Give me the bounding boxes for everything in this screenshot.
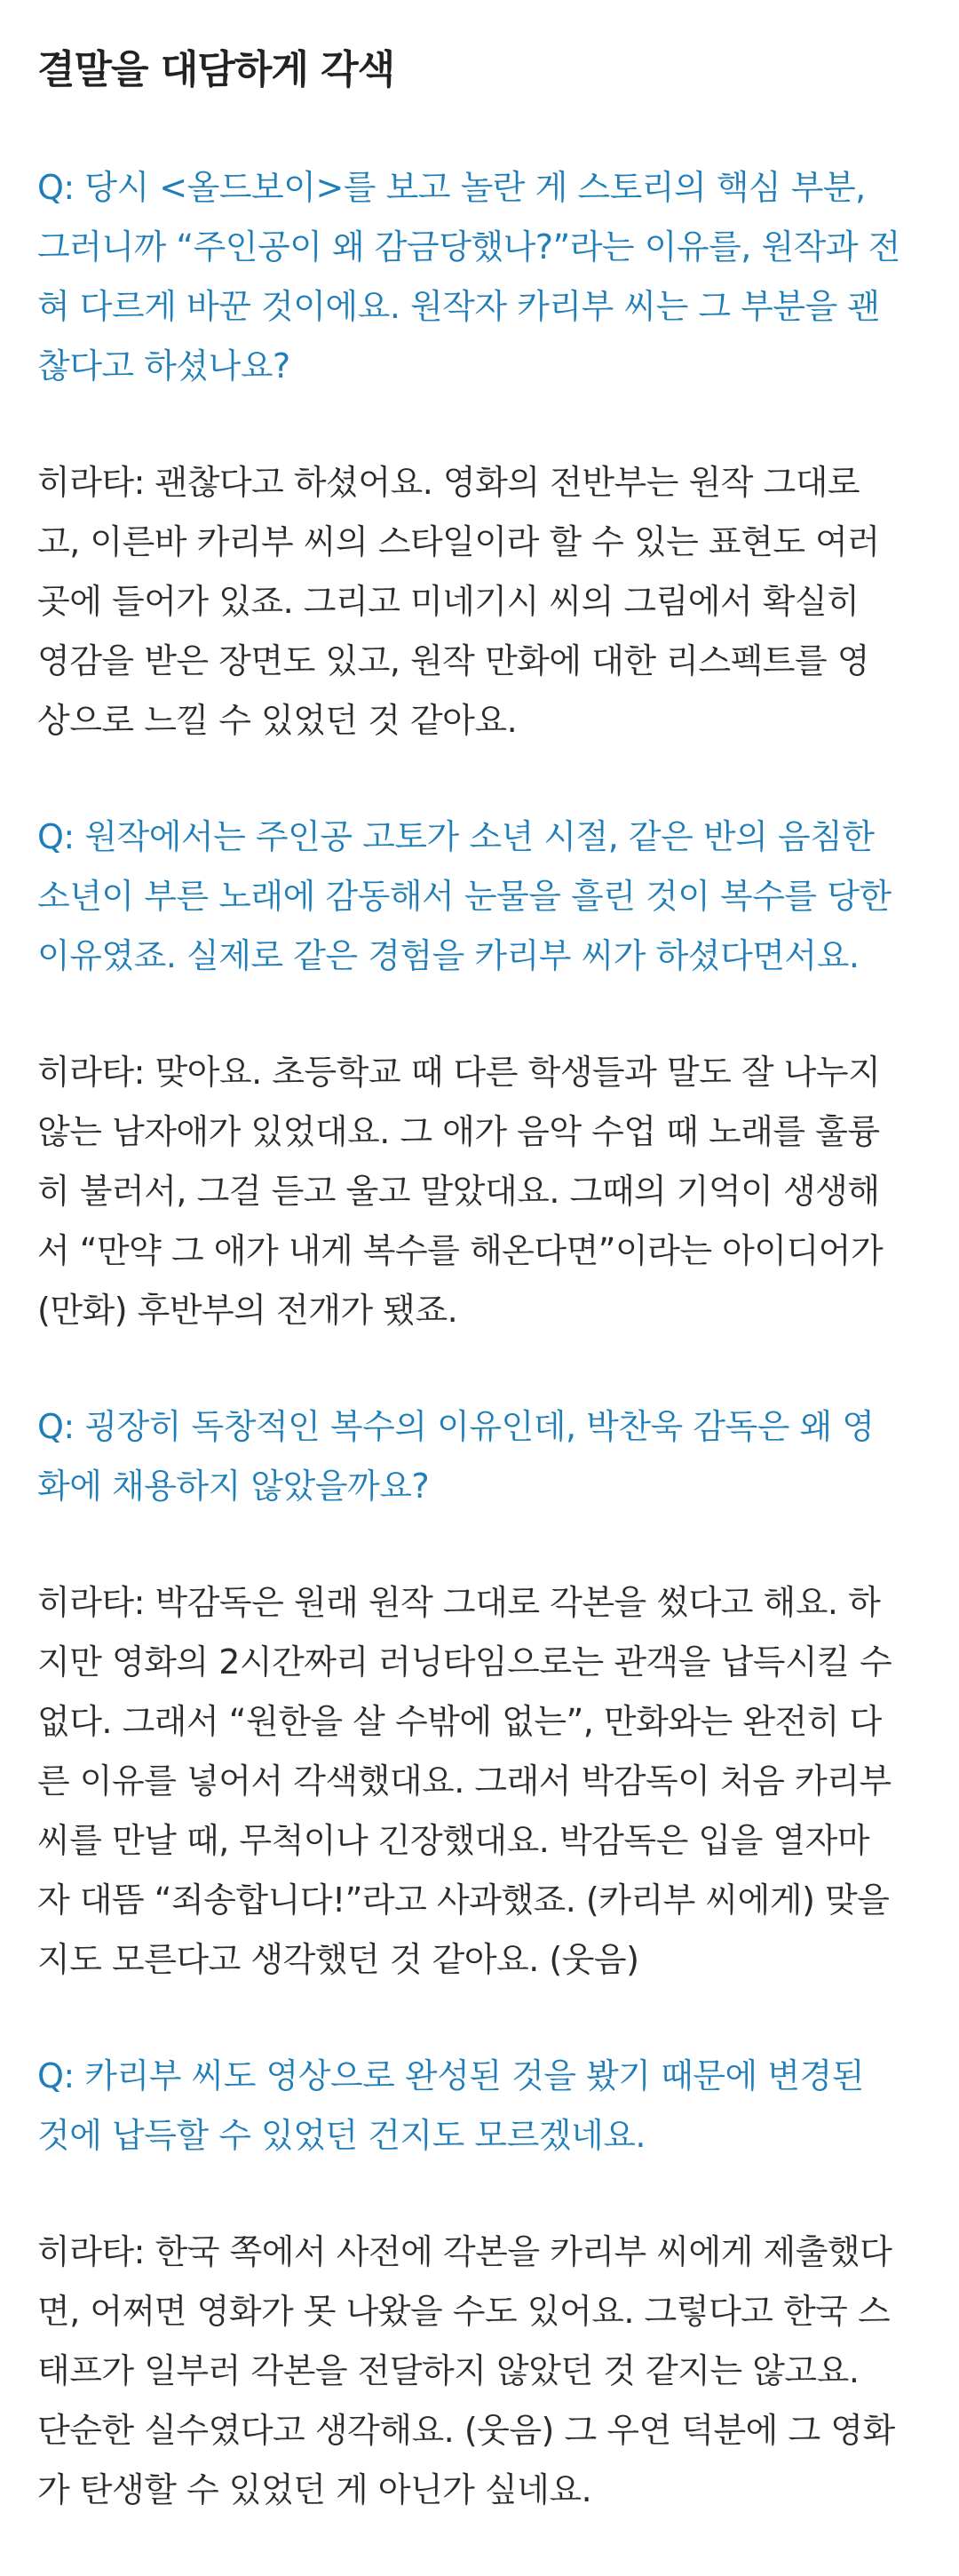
text-line: 없다. 그래서 “원한을 살 수밖에 없는”, 만화와는 완전히 다 (37, 1702, 882, 1741)
text-line: (만화) 후반부의 전개가 됐죠. (37, 1291, 458, 1330)
article-title: 결말을 대담하게 각색 (37, 47, 395, 92)
text-line: 지도 모른다고 생각했던 것 같아요. (웃음) (37, 1940, 639, 1979)
text-line: 영감을 받은 장면도 있고, 원작 만화에 대한 리스펙트를 영 (37, 641, 869, 680)
interview-answer (37, 1043, 922, 1340)
text-line: 면, 어쩌면 영화가 못 나왔을 수도 있어요. 그렇다고 한국 스 (37, 2292, 891, 2331)
spacer (37, 105, 922, 158)
paragraph-gap (37, 396, 922, 453)
interview-answer (37, 1573, 922, 1990)
text-line: 자 대뜸 “죄송합니다!”라고 사과했죠. (카리부 씨에게) 맞을 (37, 1880, 890, 1920)
text-line: 씨를 만날 때, 무척이나 긴장했대요. 박감독은 입을 열자마 (37, 1821, 869, 1860)
text-line: 찮다고 하셨나요? (37, 346, 290, 386)
text-line: 히라타: 괜찮다고 하셨어요. 영화의 전반부는 원작 그대로 (37, 463, 860, 502)
text-line: 것에 납득할 수 있었던 건지도 모르겠네요. (37, 2116, 646, 2155)
text-line: 그러니까 “주인공이 왜 감금당했나?”라는 이유를, 원작과 전 (37, 227, 900, 266)
interview-question (37, 2047, 922, 2166)
text-line: 상으로 느낄 수 있었던 것 같아요. (37, 701, 518, 740)
interview-body (37, 158, 922, 2520)
text-line: 가 탄생할 수 있었던 게 아닌가 싶네요. (37, 2470, 592, 2509)
paragraph-gap (37, 1516, 922, 1573)
paragraph-gap (37, 751, 922, 807)
text-line: 히라타: 맞아요. 초등학교 때 다른 학생들과 말도 잘 나누지 (37, 1053, 881, 1092)
text-line: 히 불러서, 그걸 듣고 울고 말았대요. 그때의 기억이 생생해 (37, 1172, 880, 1211)
text-line: Q: 당시 <올드보이>를 보고 놀란 게 스토리의 핵심 부분, (37, 168, 866, 207)
paragraph-gap (37, 1340, 922, 1397)
text-line: Q: 카리부 씨도 영상으로 완성된 것을 봤기 때문에 변경된 (37, 2056, 864, 2095)
text-line: 지만 영화의 2시간짜리 러닝타임으로는 관객을 납득시킬 수 (37, 1642, 892, 1682)
paragraph-gap (37, 1990, 922, 2047)
text-line: 히라타: 박감독은 원래 원작 그대로 각본을 썼다고 해요. 하 (37, 1583, 881, 1622)
text-line: 단순한 실수였다고 생각해요. (웃음) 그 우연 덕분에 그 영화 (37, 2411, 895, 2450)
interview-answer (37, 453, 922, 751)
text-line: 곳에 들어가 있죠. 그리고 미네기시 씨의 그림에서 확실히 (37, 582, 860, 621)
text-line: 소년이 부른 노래에 감동해서 눈물을 흘린 것이 복수를 당한 (37, 877, 892, 916)
interview-answer (37, 2222, 922, 2520)
text-line: 혀 다르게 바꾼 것이에요. 원작자 카리부 씨는 그 부분을 괜 (37, 287, 880, 326)
text-line: 른 이유를 넣어서 각색했대요. 그래서 박감독이 처음 카리부 (37, 1761, 892, 1801)
paragraph-gap (37, 2166, 922, 2222)
text-line: 이유였죠. 실제로 같은 경험을 카리부 씨가 하셨다면서요. (37, 936, 860, 975)
text-line: 고, 이른바 카리부 씨의 스타일이라 할 수 있는 표현도 여러 (37, 522, 880, 561)
interview-question (37, 158, 922, 396)
text-line: Q: 굉장히 독창적인 복수의 이유인데, 박찬욱 감독은 왜 영 (37, 1407, 875, 1446)
text-line: 화에 채용하지 않았을까요? (37, 1467, 430, 1506)
text-line: 히라타: 한국 쪽에서 사전에 각본을 카리부 씨에게 제출했다 (37, 2232, 892, 2271)
text-line: Q: 원작에서는 주인공 고토가 소년 시절, 같은 반의 음침한 (37, 817, 875, 856)
text-line: 않는 남자애가 있었대요. 그 애가 음악 수업 때 노래를 훌륭 (37, 1112, 880, 1151)
paragraph-gap (37, 986, 922, 1043)
text-line: 서 “만약 그 애가 내게 복수를 해온다면”이라는 아이디어가 (37, 1231, 884, 1270)
interview-question (37, 1397, 922, 1516)
text-line: 태프가 일부러 각본을 전달하지 않았던 것 같지는 않고요. (37, 2351, 860, 2390)
interview-question (37, 807, 922, 986)
